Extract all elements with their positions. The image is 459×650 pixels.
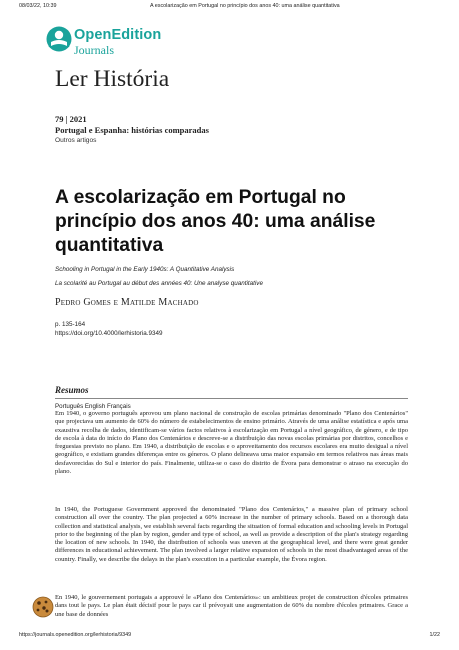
openedition-logo-icon xyxy=(46,26,72,52)
article-authors[interactable]: Pedro Gomes e Matilde Machado xyxy=(55,297,199,308)
article-doi-link[interactable]: https://doi.org/10.4000/lerhistoria.9349 xyxy=(55,330,163,337)
print-date: 08/03/22, 10:39 xyxy=(19,3,57,9)
logo-name: OpenEdition xyxy=(74,27,162,43)
issue-number[interactable]: 79 | 2021 xyxy=(55,114,87,124)
print-page-number: 1/22 xyxy=(429,632,440,638)
abstract-english: In 1940, the Portuguese Government approved the denominated "Plano dos Centenários," a massive plan of primary school construction all over the country. The plan projected a 60% increase in the number of primary schools. Based on a thorough data collection and statistical analysis, we establish several facts regarding the situation of formal education and schooling levels in Portugal prior to the beginning of the plan by region, gender and type of school, as well as provide a description of the plan's strategy regarding the location of new schools. In 1940, the distribution of schools was uneven at the geographical level, and there were great gender differences in educational achievement. The plan involved a larger relative expansion of schools in the most disadvantaged areas of the country. Finally, we describe the delays in the plan's execution in a particular example, the Évora region. xyxy=(55,506,408,563)
abstract-language-links[interactable]: Português English Français xyxy=(55,403,131,410)
openedition-logo[interactable] xyxy=(46,26,186,60)
abstract-portuguese: Em 1940, o governo português aprovou um plano nacional de construção de escolas primárias denominado "Plano dos Centenários" que projectava um aumento de 60% do número de estabelecimentos de ensino primário. Através de uma análise estatística e após uma exaustiva recolha de dados, identificam-se vários factos relativos à escolarização em Portugal a nível geográfico, de género, e de tipo de escola à data do início do Plano dos Centenários e descreve-se a distribuição das novas escolas primárias por distritos, concelhos e freguesias previsto no plano. Em 1940, a distribuição de escolas e o aproveitamento dos recursos escolares era muito desigual a nível geográfico, e existiam grandes diferenças entre os géneros. O plano delineava uma maior expansão em termos relativos nas áreas mais desfavorecidas do Sul e interior do país. Finalmente, utiliza-se o caso do distrito de Évora para demonstrar o atraso na execução do plano. xyxy=(55,410,408,475)
print-title: A escolarização em Portugal no princípio dos anos 40: uma análise quantitativa xyxy=(150,3,340,9)
print-url: https://journals.openedition.org/lerhistoria/9349 xyxy=(19,632,132,638)
abstract-french: En 1940, le gouvernement portugais a approuvé le «Plano dos Centenários»: un ambitieux projet de construction d'écoles primaires dans tout le pays. Le plan était décisif pour le pays car il prévoyait une augmentation de 60% du nombre d'écoles primaires. Grace a une base de données xyxy=(55,594,408,618)
abstracts-heading: Resumos xyxy=(55,385,89,395)
abstracts-divider xyxy=(55,398,408,399)
article-pages: p. 135-164 xyxy=(55,321,86,328)
logo-subtitle: Journals xyxy=(74,43,114,57)
alt-title-english: Schooling in Portugal in the Early 1940s: A Quantitative Analysis xyxy=(55,266,235,273)
issue-section: Outros artigos xyxy=(55,137,97,144)
cookie-icon[interactable] xyxy=(32,596,54,618)
journal-title[interactable]: Ler História xyxy=(55,66,170,92)
issue-title[interactable]: Portugal e Espanha: histórias comparadas xyxy=(55,125,209,135)
alt-title-french: La scolarité au Portugal au début des années 40: Une analyse quantitative xyxy=(55,280,263,287)
article-title: A escolarização em Portugal no princípio dos anos 40: uma análise quantitativa xyxy=(55,187,376,256)
